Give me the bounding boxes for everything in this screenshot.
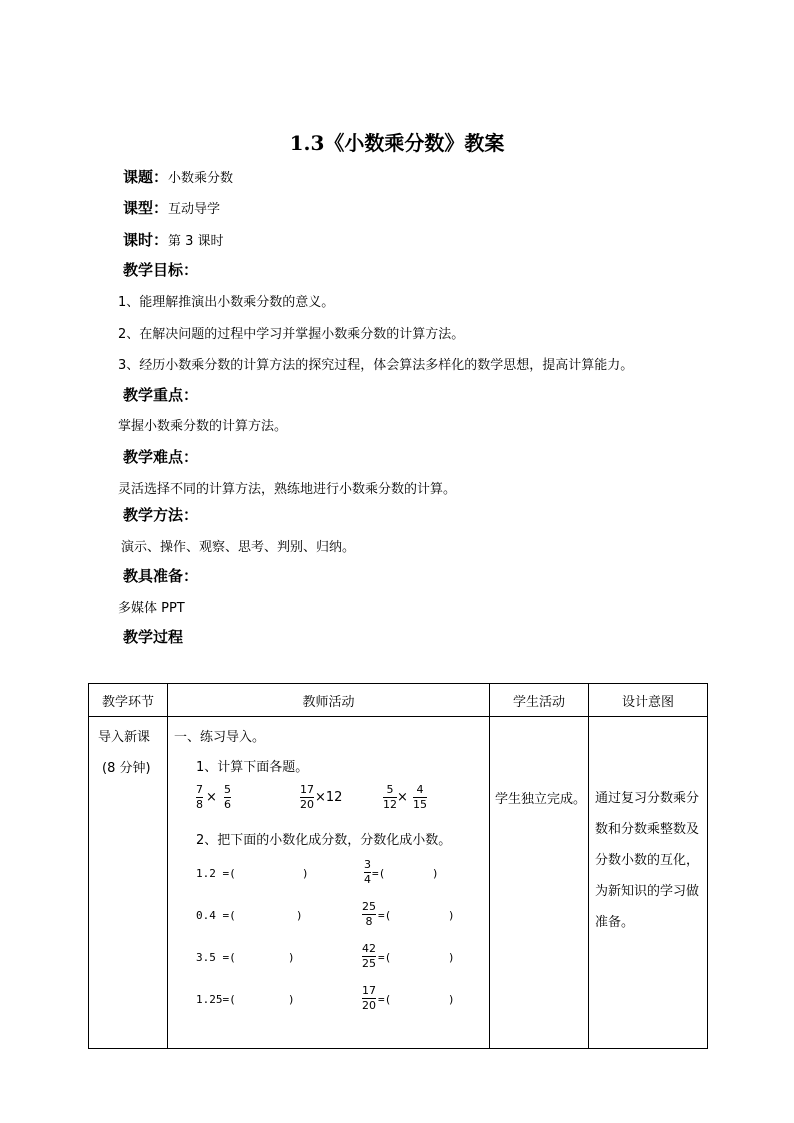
denominator: 8 bbox=[365, 915, 373, 928]
field-type bbox=[123, 197, 220, 218]
student-activity-text: 学生独立完成。 bbox=[495, 792, 587, 807]
task-2-title: 2、把下面的小数化成分数，分数化成小数。 bbox=[196, 833, 452, 848]
key-points-text: 掌握小数乘分数的计算方法。 bbox=[118, 419, 288, 434]
denominator: 25 bbox=[362, 957, 376, 970]
denominator: 8 bbox=[196, 798, 203, 811]
close-paren: ) bbox=[288, 951, 295, 964]
denominator: 4 bbox=[364, 873, 371, 886]
numerator: 42 bbox=[362, 942, 376, 955]
decimal-item bbox=[196, 951, 236, 964]
field-label: 课型： bbox=[123, 199, 169, 217]
field-value: 第 3 课时 bbox=[168, 234, 224, 249]
goal-item: 1、能理解推演出小数乘分数的意义。 bbox=[118, 295, 335, 310]
column-header: 教师活动 bbox=[168, 684, 490, 717]
times-sign: × bbox=[397, 790, 408, 805]
goals-heading: 教学目标： bbox=[123, 261, 199, 279]
table-row bbox=[89, 717, 708, 1049]
denominator: 15 bbox=[413, 798, 427, 811]
fraction bbox=[196, 784, 203, 811]
fraction bbox=[362, 901, 376, 928]
denominator: 20 bbox=[300, 798, 314, 811]
close-paren: ) bbox=[288, 993, 295, 1006]
close-paren: ) bbox=[432, 867, 439, 880]
design-intent-text: 通过复习分数乘分数和分数乘整数及分数小数的互化，为新知识的学习做准备。 bbox=[595, 791, 700, 930]
student-activity-cell bbox=[490, 717, 589, 1049]
difficulties-heading: 教学难点： bbox=[123, 448, 199, 466]
numerator: 3 bbox=[364, 858, 371, 871]
numerator: 25 bbox=[362, 900, 376, 913]
fraction bbox=[362, 985, 376, 1012]
close-paren: ) bbox=[448, 951, 455, 964]
field-value: 小数乘分数 bbox=[168, 171, 234, 186]
field-period bbox=[123, 229, 224, 250]
key-points-heading: 教学重点： bbox=[123, 386, 199, 404]
fraction bbox=[224, 784, 231, 811]
close-paren: ) bbox=[302, 867, 309, 880]
page-title: 1.3《小数乘分数》教案 bbox=[289, 131, 505, 155]
denominator: 6 bbox=[224, 798, 231, 811]
column-header: 设计意图 bbox=[589, 684, 708, 717]
times-twelve: ×12 bbox=[315, 790, 343, 805]
decimal-text: 1.25=( bbox=[196, 993, 236, 1006]
methods-heading: 教学方法： bbox=[123, 506, 199, 524]
numerator: 5 bbox=[224, 783, 231, 796]
teacher-activity-cell bbox=[168, 717, 490, 1049]
numerator: 5 bbox=[386, 783, 394, 796]
difficulties-text: 灵活选择不同的计算方法，熟练地进行小数乘分数的计算。 bbox=[118, 482, 457, 497]
denominator: 20 bbox=[362, 999, 376, 1012]
equals-open: =( bbox=[378, 909, 392, 922]
tools-heading: 教具准备： bbox=[123, 567, 199, 585]
decimal-item bbox=[196, 993, 236, 1006]
column-header: 学生活动 bbox=[490, 684, 589, 717]
goal-item: 3、经历小数乘分数的计算方法的探究过程，体会算法多样化的数学思想，提高计算能力。 bbox=[118, 358, 634, 373]
close-paren: ) bbox=[296, 909, 303, 922]
column-header: 教学环节 bbox=[89, 684, 168, 717]
stage-name: 导入新课 bbox=[98, 730, 151, 745]
fraction bbox=[383, 784, 397, 811]
numerator: 17 bbox=[362, 984, 376, 997]
fraction bbox=[300, 784, 314, 811]
field-value: 互动导学 bbox=[168, 202, 221, 217]
decimal-text: 0.4 =( bbox=[196, 909, 236, 922]
decimal-item bbox=[196, 909, 236, 922]
field-label: 课题： bbox=[123, 168, 169, 186]
decimal-text: 3.5 =( bbox=[196, 951, 236, 964]
fraction bbox=[413, 784, 427, 811]
lesson-table bbox=[88, 683, 708, 1049]
decimal-text: 1.2 =( bbox=[196, 867, 236, 880]
section-title: 一、练习导入。 bbox=[174, 730, 266, 745]
equals-open: =( bbox=[378, 993, 392, 1006]
close-paren: ) bbox=[448, 993, 455, 1006]
decimal-item bbox=[196, 867, 236, 880]
equals-open: =( bbox=[378, 951, 392, 964]
equals-open: =( bbox=[372, 867, 386, 880]
fraction bbox=[364, 859, 371, 886]
task-1-title: 1、计算下面各题。 bbox=[196, 760, 309, 775]
numerator: 4 bbox=[416, 783, 424, 796]
design-intent-cell bbox=[589, 717, 708, 1049]
field-topic bbox=[123, 166, 233, 187]
tools-text: 多媒体 PPT bbox=[118, 601, 185, 616]
numerator: 7 bbox=[196, 783, 203, 796]
methods-text: 演示、操作、观察、思考、判别、归纳。 bbox=[121, 540, 356, 555]
numerator: 17 bbox=[300, 783, 314, 796]
stage-cell bbox=[89, 717, 168, 1049]
process-heading: 教学过程 bbox=[123, 628, 184, 646]
close-paren: ) bbox=[448, 909, 455, 922]
fraction bbox=[362, 943, 376, 970]
table-header-row bbox=[89, 684, 708, 717]
times-sign: × bbox=[206, 790, 217, 805]
field-label: 课时： bbox=[123, 231, 169, 249]
denominator: 12 bbox=[383, 798, 397, 811]
stage-time: (8 分钟) bbox=[102, 761, 151, 776]
goal-item: 2、在解决问题的过程中学习并掌握小数乘分数的计算方法。 bbox=[118, 327, 465, 342]
